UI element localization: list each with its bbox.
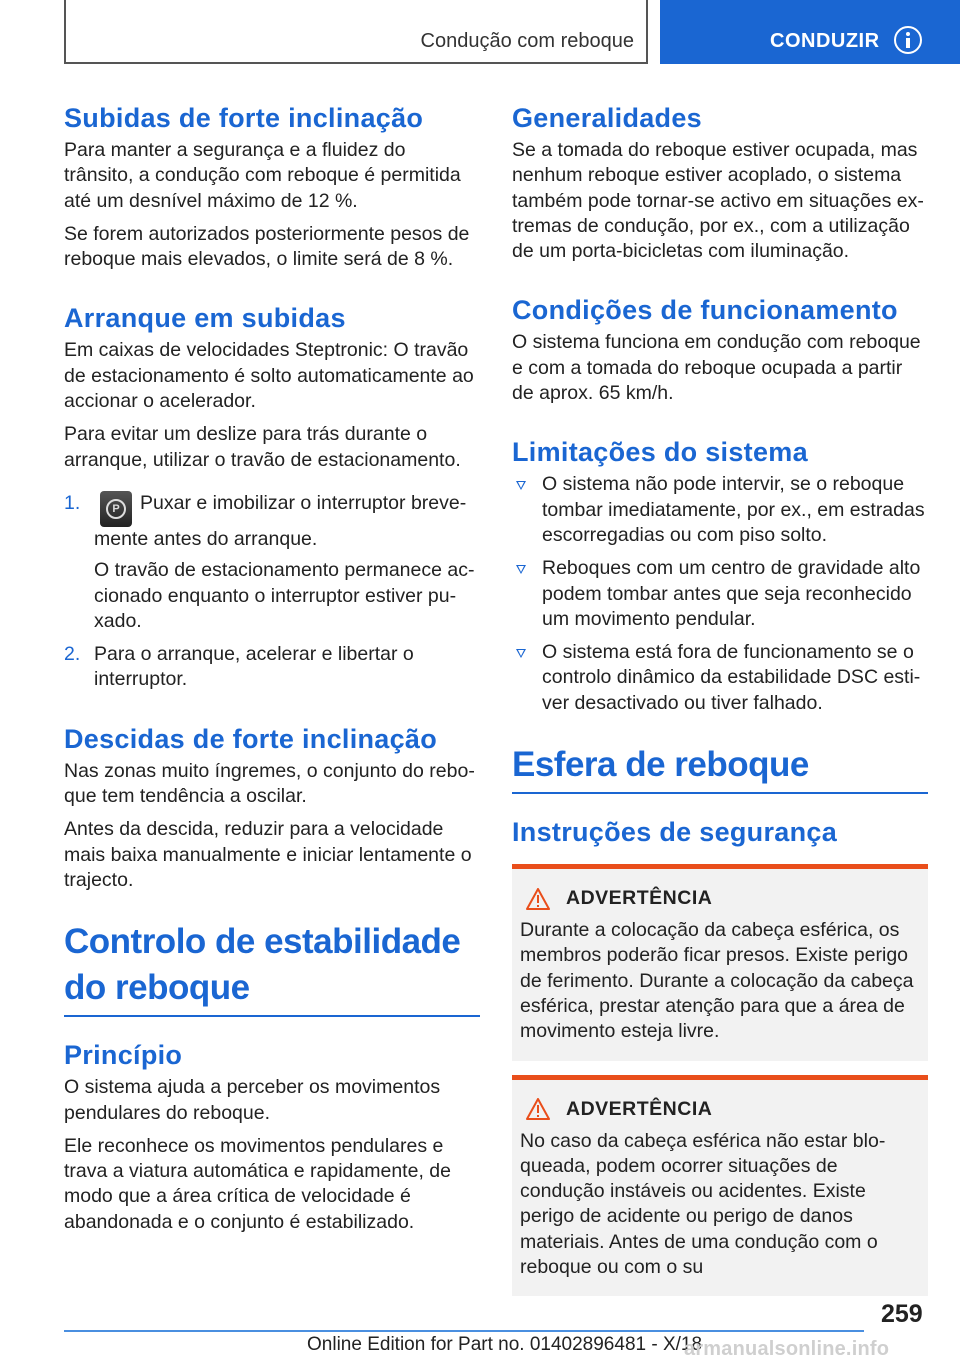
- right-column: [512, 98, 928, 1306]
- list-item: [64, 491, 480, 634]
- heading-rule: [64, 1015, 480, 1017]
- warning-label: ADVERTÊNCIA: [566, 1097, 713, 1120]
- paragraph: Para evitar um deslize para trás durante o arranque, utilizar o travão de estacionamento.: [64, 423, 461, 471]
- header-section-box: [64, 0, 648, 64]
- paragraph: Em caixas de velocidades Steptronic: O travão de estacionamento é solto automaticamente ao accionar o acelerador.: [64, 339, 474, 413]
- step-text: Para o arranque, acelerar e libertar o interruptor.: [94, 643, 414, 691]
- step-number: 1.: [64, 491, 81, 514]
- header-section-title: Condução com reboque: [420, 30, 634, 52]
- watermark: armanualsonline.info: [684, 1338, 890, 1360]
- heading-condicoes: Condições de funcionamento: [512, 295, 898, 326]
- paragraph: Antes da descida, reduzir para a velocidade mais baixa manualmente e iniciar lentamente o trajecto.: [64, 818, 472, 891]
- parking-brake-icon: P: [100, 491, 132, 527]
- edition-text: Online Edition for Part no. 01402896481 - X/18: [307, 1334, 703, 1355]
- paragraph: O sistema funciona em condução com reboque e com a tomada do reboque ocupada a partir de aprox. 65 km/h.: [512, 331, 921, 405]
- warning-triangle-icon: [526, 888, 550, 910]
- paragraph: Se forem autorizados posteriormente pesos de reboque mais elevados, o limite será de 8 %.: [64, 222, 470, 271]
- list-item: O sistema não pode intervir, se o reboque tombar imediatamente, por ex., em estradas escorregadias ou com piso solto.: [512, 472, 928, 548]
- paragraph: Para manter a segurança e a fluidez do trânsito, a condução com reboque é permitida até um desnível máximo de 12 %.: [64, 139, 461, 212]
- heading-generalidades: Generalidades: [512, 103, 702, 133]
- chapter-heading-controlo: Controlo de estabilidade do reboque: [64, 922, 461, 1008]
- header-chapter-title: CONDUZIR: [770, 30, 880, 52]
- warning-text: Durante a colocação da cabeça esférica, os membros poderão ficar presos. Existe perigo de ferimento. Durante a colocação da cabeça esférica, prestar atenção para que a área de movimento esteja livre.: [520, 919, 914, 1043]
- heading-principio: Princípio: [64, 1040, 183, 1071]
- heading-rule: [512, 792, 928, 794]
- left-column: [64, 98, 480, 1243]
- header-chapter-tab[interactable]: [660, 0, 960, 64]
- bullet-triangle-icon: [516, 649, 526, 658]
- warning-box: [512, 864, 928, 1060]
- info-icon[interactable]: [894, 26, 922, 54]
- heading-instrucoes: Instruções de segurança: [512, 817, 838, 848]
- step-subtext: O travão de estacionamento permanece accionado enquanto o interruptor estiver puxado.: [94, 559, 475, 632]
- page-number: 259: [881, 1300, 923, 1328]
- steps-list: [64, 491, 480, 693]
- paragraph: O sistema ajuda a perceber os movimentos pendulares do reboque.: [64, 1076, 441, 1124]
- chapter-heading-esfera: Esfera de reboque: [512, 745, 809, 785]
- heading-subidas: Subidas de forte inclinação: [64, 103, 424, 133]
- heading-limitacoes: Limitações do sistema: [512, 437, 808, 468]
- footer-rule: [64, 1330, 864, 1332]
- heading-arranque: Arranque em subidas: [64, 303, 346, 334]
- warning-text: No caso da cabeça esférica não estar bloqueada, podem ocorrer situações de condução instáveis ou acidentes. Existe perigo de acidente ou perigo de danos materiais. Antes de uma condução com o reboque ou com o su: [520, 1129, 886, 1279]
- step-number: 2.: [64, 643, 81, 666]
- step-text: Puxar e imobilizar o interruptor brevemente antes do arranque.: [94, 491, 467, 550]
- bullet-triangle-icon: [516, 565, 526, 574]
- paragraph: Ele reconhece os movimentos pendulares e trava a viatura automática e rapidamente, de modo que a área crítica de velocidade é abandonada e o conjunto é estabilizado.: [64, 1134, 451, 1233]
- list-item: [64, 642, 480, 693]
- warning-triangle-icon: [526, 1098, 550, 1120]
- warning-label: ADVERTÊNCIA: [566, 887, 713, 910]
- heading-descidas: Descidas de forte inclinação: [64, 723, 438, 754]
- bullet-triangle-icon: [516, 481, 526, 490]
- limitations-list: [512, 472, 928, 716]
- paragraph: Nas zonas muito íngremes, o conjunto do reboque tem tendência a oscilar.: [64, 759, 475, 808]
- paragraph: Se a tomada do reboque estiver ocupada, mas nenhum reboque estiver acoplado, o sistema também pode tornar-se activo em situações extremas de condução, por ex., com a utilização de um porta-bicicletas com iluminação.: [512, 139, 924, 263]
- list-item: O sistema está fora de funcionamento se o controlo dinâmico da estabilidade DSC estiver desactivado ou tiver falhado.: [512, 640, 928, 716]
- list-item: Reboques com um centro de gravidade alto podem tombar antes que seja reconhecido um movimento pendular.: [512, 556, 928, 632]
- warning-box: [512, 1075, 928, 1297]
